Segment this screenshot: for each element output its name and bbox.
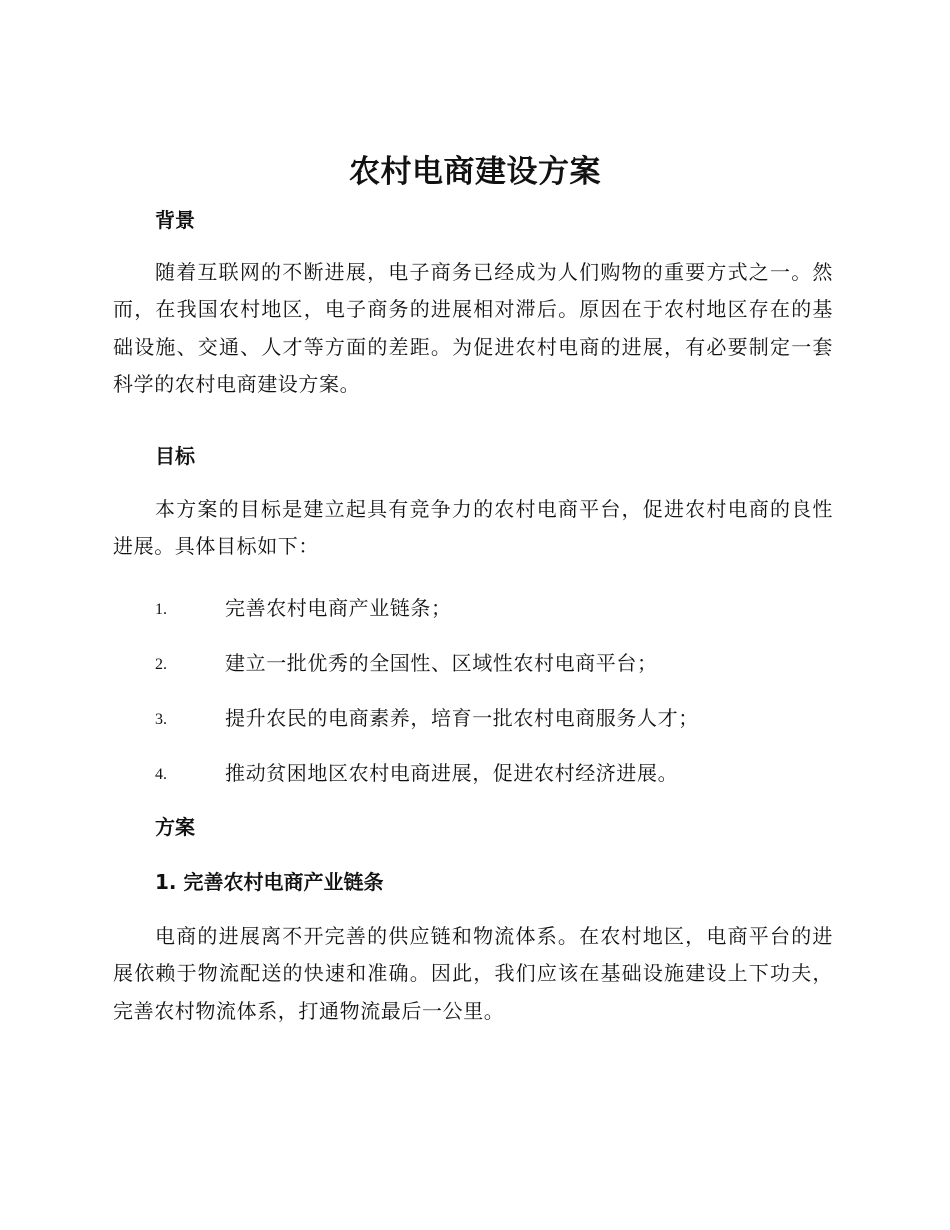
goals-paragraph: 本方案的目标是建立起具有竞争力的农村电商平台，促进农村电商的良性进展。具体目标如下： bbox=[113, 497, 833, 559]
document-title: 农村电商建设方案 bbox=[349, 154, 601, 190]
list-number: 1. bbox=[155, 601, 167, 618]
section-heading-goals: 目标 bbox=[155, 444, 195, 468]
plan-paragraph: 电商的进展离不开完善的供应链和物流体系。在农村地区，电商平台的进展依赖于物流配送的快速和准确。因此，我们应该在基础设施建设上下功夫，完善农村物流体系，打通物流最后一公里。 bbox=[113, 924, 833, 1023]
list-text: 完善农村电商产业链条； bbox=[225, 596, 452, 620]
list-number: 2. bbox=[155, 656, 167, 673]
plan-subheading: 1. 完善农村电商产业链条 bbox=[155, 870, 384, 894]
list-item bbox=[155, 703, 835, 733]
list-item bbox=[155, 758, 835, 788]
list-item bbox=[155, 648, 835, 678]
list-text: 推动贫困地区农村电商进展，促进农村经济进展。 bbox=[225, 761, 679, 785]
background-paragraph: 随着互联网的不断进展，电子商务已经成为人们购物的重要方式之一。然而，在我国农村地区，电子商务的进展相对滞后。原因在于农村地区存在的基础设施、交通、人才等方面的差距。为促进农村电商的进展，有必要制定一套科学的农村电商建设方案。 bbox=[113, 260, 833, 396]
list-number: 3. bbox=[155, 711, 167, 728]
list-number: 4. bbox=[155, 766, 167, 783]
section-heading-background: 背景 bbox=[155, 208, 195, 232]
list-text: 建立一批优秀的全国性、区域性农村电商平台； bbox=[225, 651, 658, 675]
list-item bbox=[155, 593, 835, 623]
list-text: 提升农民的电商素养，培育一批农村电商服务人才； bbox=[225, 706, 699, 730]
section-heading-plan: 方案 bbox=[155, 815, 195, 839]
